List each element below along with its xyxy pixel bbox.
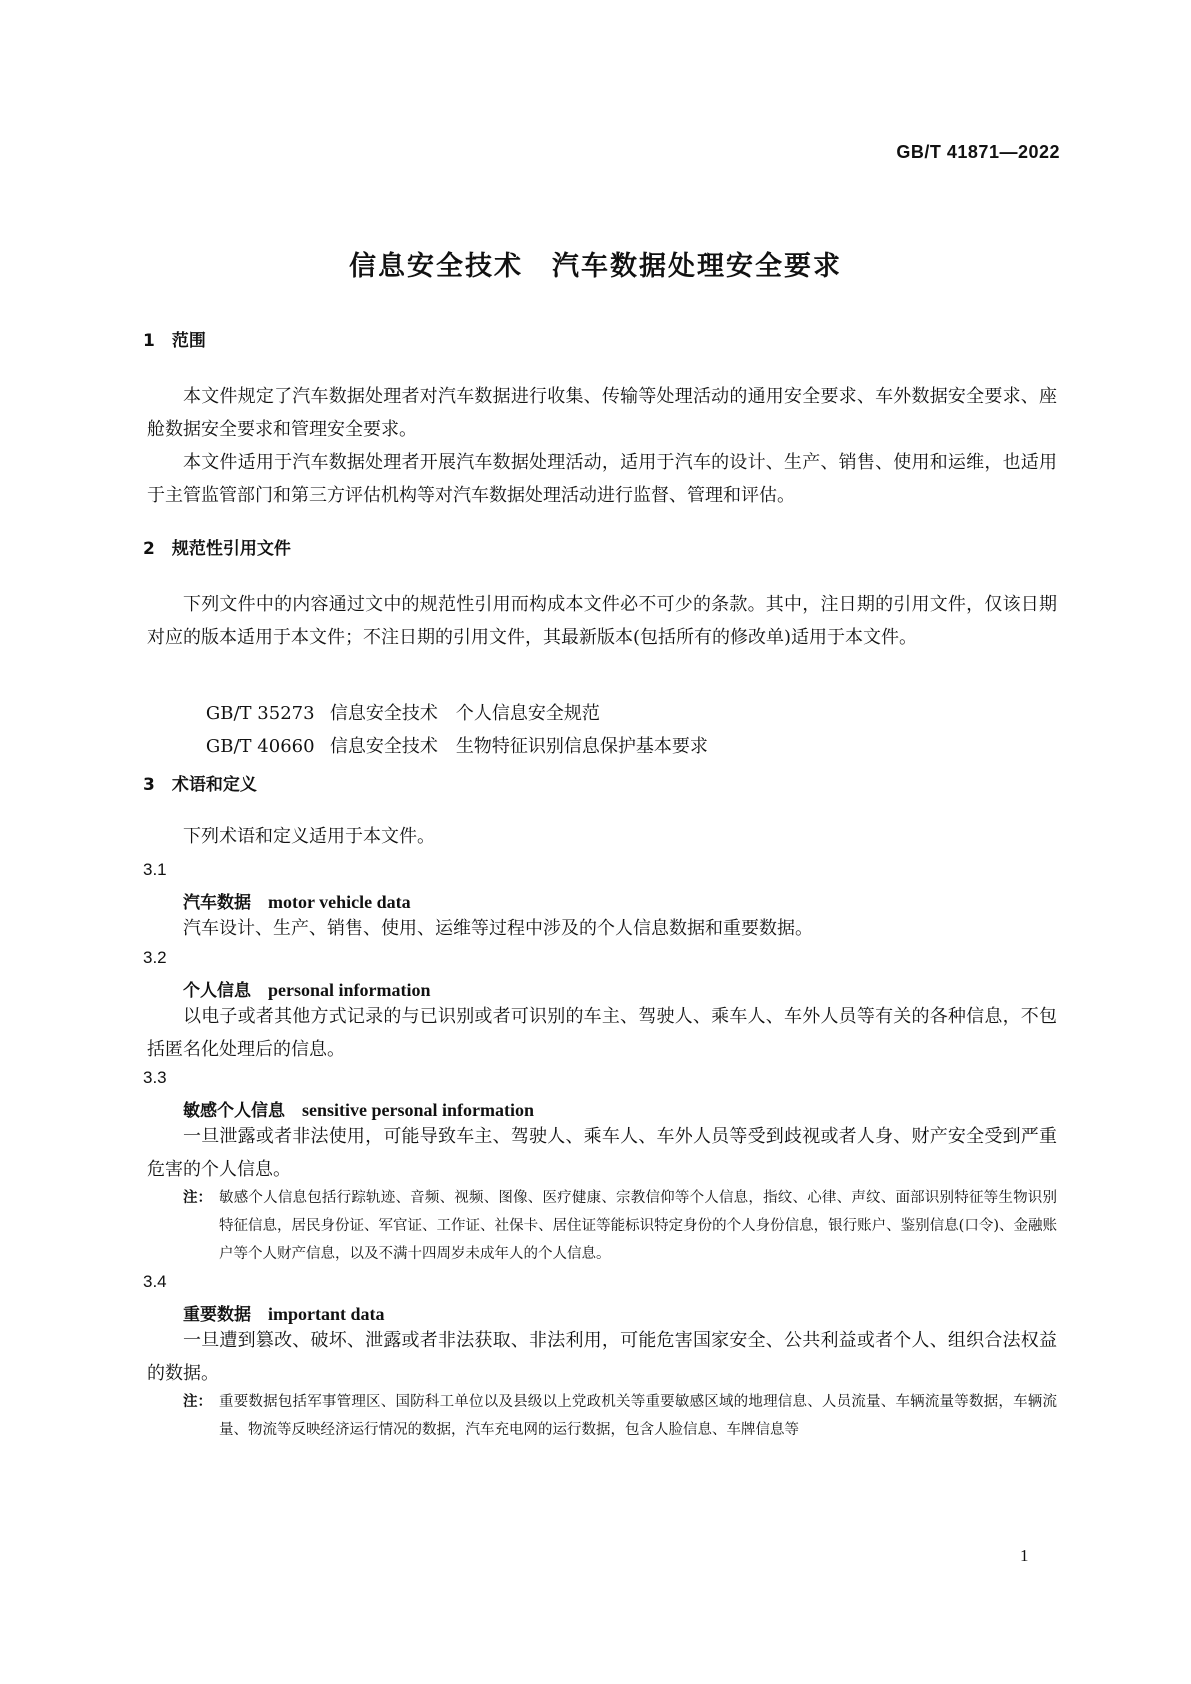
note-text: 重要数据包括军事管理区、国防科工单位以及县级以上党政机关等重要敏感区域的地理信息、人员流量、车辆流量等数据，车辆流量、物流等反映经济运行情况的数据，汽车充电网的运行数据，包含人脸信息、车牌信息等 (219, 1394, 1057, 1438)
scope-paragraph: 本文件规定了汽车数据处理者对汽车数据进行收集、传输等处理活动的通用安全要求、车外数据安全要求、座舱数据安全要求和管理安全要求。 (147, 386, 1057, 440)
term-title (183, 976, 431, 1001)
reference-name: 信息安全技术 个人信息安全规范 (329, 703, 600, 724)
scope-paragraph: 本文件适用于汽车数据处理者开展汽车数据处理活动，适用于汽车的设计、生产、销售、使用和运维，也适用于主管监管部门和第三方评估机构等对汽车数据处理活动进行监督、管理和评估。 (147, 452, 1057, 506)
term-title (183, 1300, 385, 1325)
term-zh: 个人信息 (183, 981, 251, 1001)
standard-code: GB/T 41871—2022 (896, 142, 1060, 162)
reference-item (183, 711, 708, 779)
term-number: 3.1 (143, 860, 167, 879)
term-en: personal information (268, 980, 431, 1000)
term-definition (147, 1324, 1057, 1390)
note-text: 敏感个人信息包括行踪轨迹、音频、视频、图像、医疗健康、宗教信仰等个人信息，指纹、心律、声纹、面部识别特征等生物识别特征信息，居民身份证、军官证、工作证、社保卡、居住证等能标识特定身份的个人身份信息，银行账户、鉴别信息(口令)、金融账户等个人财产信息，以及不满十四周岁未成年人的个人信息。 (219, 1190, 1057, 1262)
term-definition (147, 1000, 1057, 1066)
definition-text: 一旦遭到篡改、破坏、泄露或者非法获取、非法利用，可能危害国家安全、公共利益或者个人、组织合法权益的数据。 (147, 1330, 1057, 1384)
term-zh: 重要数据 (183, 1305, 251, 1325)
term-zh: 汽车数据 (183, 893, 251, 913)
term-number: 3.2 (143, 948, 167, 967)
terms-intro (147, 820, 1057, 853)
term-definition (147, 912, 1057, 945)
term-zh: 敏感个人信息 (183, 1101, 285, 1121)
term-en: important data (268, 1304, 385, 1324)
definition-text: 一旦泄露或者非法使用，可能导致车主、驾驶人、乘车人、车外人员等受到歧视或者人身、财产安全受到严重危害的个人信息。 (147, 1126, 1057, 1180)
term-note (183, 1184, 1057, 1268)
normative-paragraph: 下列文件中的内容通过文中的规范性引用而构成本文件必不可少的条款。其中，注日期的引用文件，仅该日期对应的版本适用于本文件；不注日期的引用文件，其最新版本(包括所有的修改单)适用于本文件。 (147, 594, 1057, 648)
scope-body (147, 380, 1057, 512)
reference-name: 信息安全技术 生物特征识别信息保护基本要求 (329, 736, 708, 757)
term-number: 3.4 (143, 1272, 167, 1291)
page-number: 1 (1020, 1546, 1029, 1565)
term-number: 3.3 (143, 1068, 167, 1087)
definition-text: 以电子或者其他方式记录的与已识别或者可识别的车主、驾驶人、乘车人、车外人员等有关的各种信息，不包括匿名化处理后的信息。 (147, 1006, 1057, 1060)
term-en: motor vehicle data (268, 892, 411, 912)
term-title (183, 888, 411, 913)
section-heading-scope: 1 范围 (143, 331, 206, 351)
term-title (183, 1096, 534, 1121)
document-title: 信息安全技术 汽车数据处理安全要求 (349, 251, 842, 282)
reference-code: GB/T 40660 (205, 736, 315, 757)
term-definition (147, 1120, 1057, 1186)
term-en: sensitive personal information (302, 1100, 534, 1120)
reference-code: GB/T 35273 (205, 703, 315, 724)
normative-body (147, 588, 1057, 654)
note-label: 注： (183, 1190, 212, 1206)
section-heading-terms: 3 术语和定义 (143, 775, 257, 795)
section-heading-normative: 2 规范性引用文件 (143, 539, 291, 559)
terms-intro-text: 下列术语和定义适用于本文件。 (183, 826, 435, 847)
definition-text: 汽车设计、生产、销售、使用、运维等过程中涉及的个人信息数据和重要数据。 (183, 918, 813, 939)
term-note (183, 1388, 1057, 1444)
note-label: 注： (183, 1394, 212, 1410)
